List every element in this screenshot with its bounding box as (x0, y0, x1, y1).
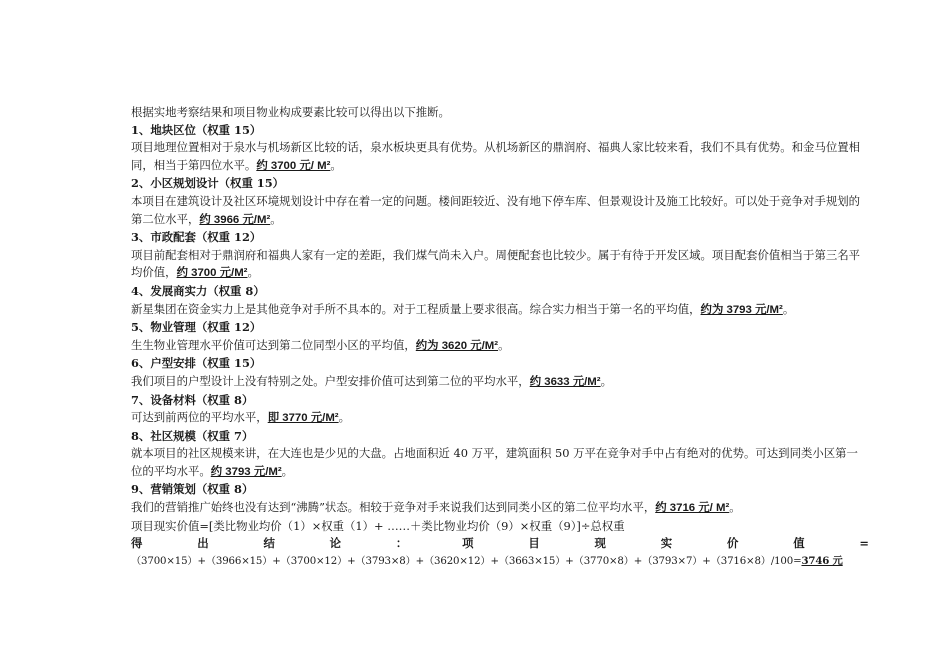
document-body (131, 104, 869, 570)
conclusion-result: 3746 元 (801, 554, 843, 567)
section-heading: 6、户型安排（权重 15） (131, 356, 262, 371)
section-value: 约 3793 元/M² (210, 465, 282, 478)
section-value: 约 3633 元/M² (529, 375, 601, 388)
section-heading: 3、市政配套（权重 12） (131, 230, 262, 245)
section-paragraph: 项目地理位置相对于泉水与机场新区比较的话，泉水板块更具有优势。从机场新区的鼎润府、福典人家比较来看，我们不具有优势。和金马位置相同，相当于第四位水平。约 3700 元/ M²。 (131, 140, 861, 172)
section-property-management (131, 319, 869, 355)
section-value: 约为 3620 元/M² (415, 339, 499, 352)
section-municipal (131, 229, 869, 283)
conclusion-char: 价 (726, 536, 739, 551)
section-paragraph: 就本项目的社区规模来讲，在大连也是少见的大盘。占地面积近 40 万平，建筑面积 50 万平在竞争对手中占有绝对的优势。可达到同类小区第一位的平均水平。约 3793 元/M²。 (131, 446, 858, 478)
section-heading: 2、小区规划设计（权重 15） (131, 176, 285, 191)
conclusion-char: 值 (793, 536, 805, 551)
conclusion-char: 结 (263, 536, 275, 551)
section-paragraph: 我们的营销推广始终也没有达到“沸腾”状态。相较于竞争对手来说我们达到同类小区的第二位平均水平，约 3716 元/ M²。 (131, 500, 741, 515)
section-heading: 4、发展商实力（权重 8） (131, 283, 265, 298)
section-heading: 1、地块区位（权重 15） (131, 122, 262, 137)
conclusion-char: 项 (462, 536, 474, 551)
section-paragraph: 项目前配套相对于鼎润府和福典人家有一定的差距，我们煤气尚未入户。周便配套也比较少。属于有待于开发区域。项目配套价值相当于第三名平均价值，约 3700 元/M²。 (131, 247, 861, 280)
section-value: 约为 3793 元/M² (700, 303, 783, 316)
section-paragraph: 生生物业管理水平价值可达到第二位同型小区的平均值，约为 3620 元/M²。 (131, 337, 510, 352)
section-equipment (131, 392, 869, 428)
section-paragraph: 我们项目的户型设计上没有特别之处。户型安排价值可达到第二位的平均水平，约 3633 元/M²。 (131, 373, 612, 388)
section-value: 约 3700 元/ M² (256, 159, 331, 172)
intro-paragraph: 根据实地考察结果和项目物业构成要素比较可以得出以下推断。 (131, 105, 450, 119)
section-heading: 8、社区规模（权重 7） (131, 428, 254, 443)
section-paragraph: 可达到前两位的平均水平，即 3770 元/M²。 (131, 410, 351, 425)
section-heading: 9、营销策划（权重 8） (131, 482, 254, 497)
conclusion-char: 出 (197, 536, 209, 551)
conclusion-char: 得 (131, 536, 143, 551)
section-value: 约 3700 元/M² (176, 267, 248, 280)
section-community-scale (131, 428, 869, 482)
value-formula: 项目现实价值=[类比物业均价（1）×权重（1）+ ……＋类比物业均价（9）×权重（9）]÷总权重 (131, 518, 625, 533)
section-planning (131, 175, 869, 229)
section-developer (131, 283, 869, 319)
section-value: 约 3716 元/ M² (655, 502, 730, 515)
conclusion-char: 现 (594, 536, 606, 551)
conclusion-label (131, 535, 869, 553)
conclusion-char: ： (395, 536, 408, 551)
section-unit-layout (131, 355, 869, 391)
section-paragraph: 本项目在建筑设计及社区环境规划设计中存在着一定的问题。楼间距较近、没有地下停车库、但景观设计及施工比较好。可以处于竞争对手规划的第二位水平，约 3966 元/M²。 (131, 193, 861, 226)
section-value: 约 3966 元/M² (199, 213, 271, 226)
conclusion-char: = (859, 536, 869, 551)
section-value: 即 3770 元/M² (267, 412, 339, 425)
section-paragraph: 新星集团在资金实力上是其他竞争对手所不具本的。对于工程质量上要求很高。综合实力相当于第一名的平均值，约为 3793 元/M²。 (131, 301, 795, 316)
conclusion-char: 目 (528, 536, 540, 551)
section-marketing (131, 481, 869, 517)
section-heading: 7、设备材料（权重 8） (131, 392, 254, 407)
conclusion-char: 实 (660, 536, 673, 551)
conclusion-char: 论 (329, 536, 342, 551)
section-heading: 5、物业管理（权重 12） (131, 320, 262, 335)
section-location (131, 122, 869, 176)
conclusion-calculation: （3700×15）+（3966×15）+（3700×12）+（3793×8）+（3620×12）+（3663×15）+（3770×8）+（3793×7）+（3716×8）/100=3746 元 (131, 554, 843, 567)
